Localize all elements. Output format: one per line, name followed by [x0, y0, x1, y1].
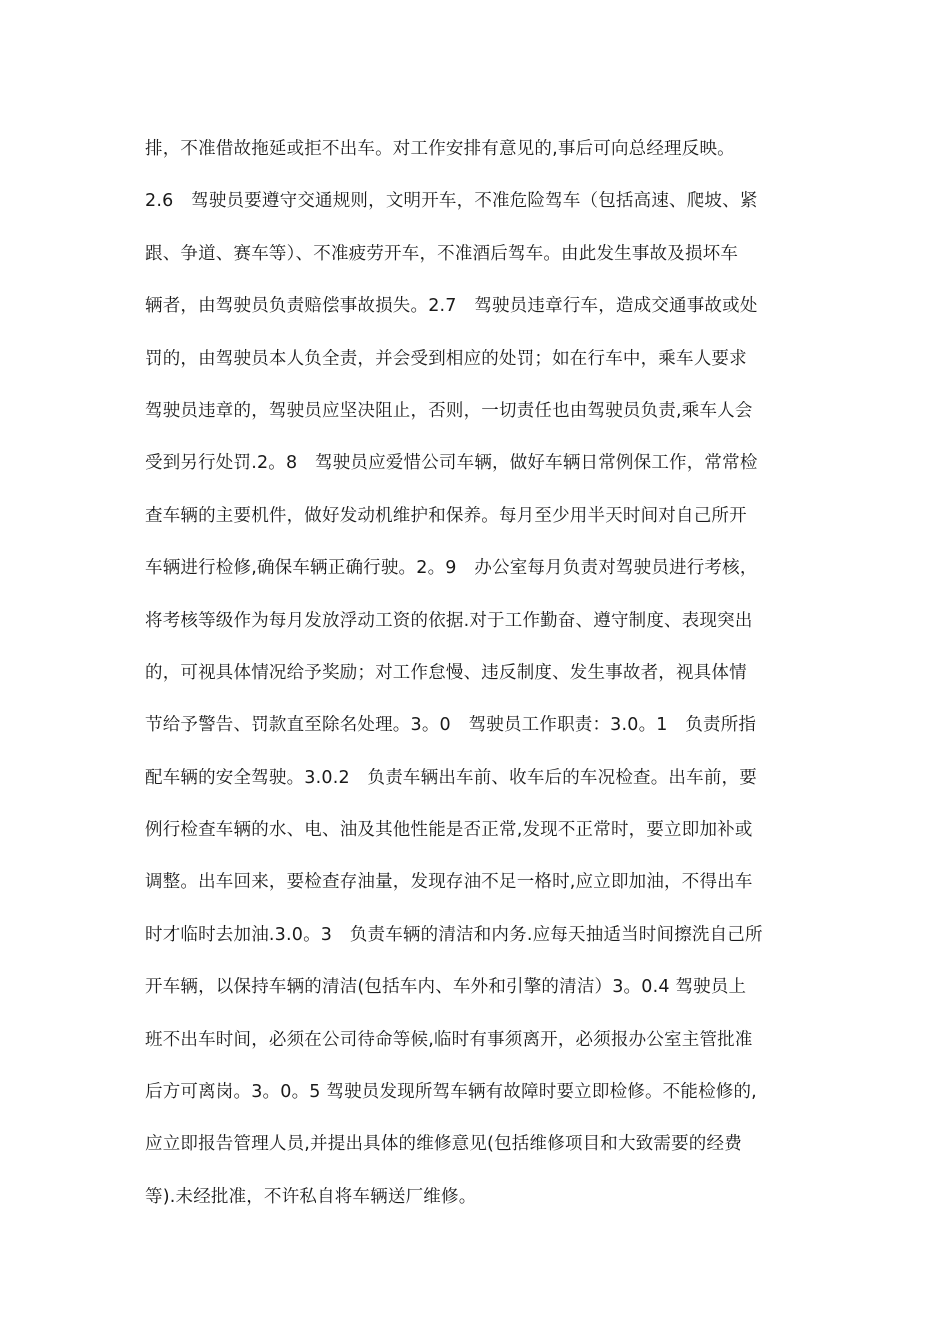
text-line: 排，不准借故拖延或拒不出车。对工作安排有意见的,事后可向总经理反映。 [145, 139, 735, 159]
text-line: 应立即报告管理人员,并提出具体的维修意见(包括维修项目和大致需要的经费 [145, 1134, 742, 1155]
text-line: 后方可离岗。3。0。5 驾驶员发现所驾车辆有故障时要立即检修。不能检修的, [145, 1082, 757, 1103]
text-line: 受到另行处罚.2。8 驾驶员应爱惜公司车辆，做好车辆日常例保工作，常常检 [145, 453, 758, 474]
text-line: 车辆进行检修,确保车辆正确行驶。2。9 办公室每月负责对驾驶员进行考核， [145, 558, 758, 579]
text-line: 查车辆的主要机件，做好发动机维护和保养。每月至少用半天时间对自己所开 [145, 505, 747, 526]
text-line: 时才临时去加油.3.0。3 负责车辆的清洁和内务.应每天抽适当时间擦洗自己所 [145, 924, 763, 945]
text-line: 班不出车时间，必须在公司待命等候,临时有事须离开，必须报办公室主管批准 [145, 1029, 753, 1050]
text-line: 配车辆的安全驾驶。3.0.2 负责车辆出车前、收车后的车况检查。出车前，要 [145, 767, 757, 788]
body-text [145, 123, 825, 1223]
text-line: 将考核等级作为每月发放浮动工资的依据.对于工作勤奋、遵守制度、表现突出 [145, 610, 753, 631]
text-line: 开车辆，以保持车辆的清洁(包括车内、车外和引擎的清洁）3。0.4 驾驶员上 [145, 977, 747, 998]
text-line: 2.6 驾驶员要遵守交通规则，文明开车，不准危险驾车（包括高速、爬坡、紧 [145, 191, 758, 212]
text-line: 的，可视具体情况给予奖励；对工作怠慢、违反制度、发生事故者，视具体情 [145, 662, 747, 683]
text-line: 等).未经批准，不许私自将车辆送厂维修。 [145, 1186, 477, 1207]
text-line: 例行检查车辆的水、电、油及其他性能是否正常,发现不正常时，要立即加补或 [145, 820, 753, 841]
text-line: 驾驶员违章的，驾驶员应坚决阻止，否则，一切责任也由驾驶员负责,乘车人会 [145, 400, 753, 421]
text-line: 调整。出车回来，要检查存油量，发现存油不足一格时,应立即加油，不得出车 [145, 872, 753, 893]
text-line: 罚的，由驾驶员本人负全责，并会受到相应的处罚；如在行车中，乘车人要求 [145, 348, 747, 369]
text-line: 节给予警告、罚款直至除名处理。3。0 驾驶员工作职责：3.0。1 负责所指 [145, 715, 757, 736]
text-line: 跟、争道、赛车等）、不准疲劳开车，不准酒后驾车。由此发生事故及损坏车 [145, 243, 739, 264]
text-line: 辆者，由驾驶员负责赔偿事故损失。2.7 驾驶员违章行车，造成交通事故或处 [145, 296, 758, 317]
